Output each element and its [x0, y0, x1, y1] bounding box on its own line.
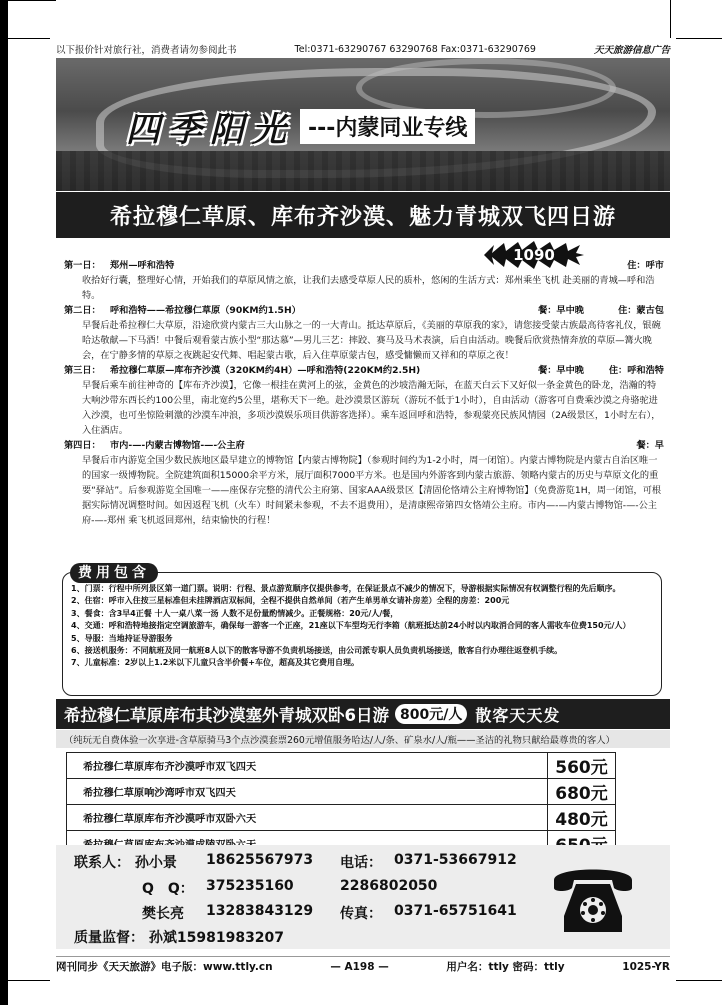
fax-value: 0371-65751641: [394, 903, 517, 919]
crop-mark: [676, 38, 722, 39]
quality-row: [74, 927, 284, 947]
footer-code: 1025-YR: [622, 960, 670, 973]
table-row: [67, 753, 616, 779]
crop-mark: [0, 38, 50, 39]
table-row: [67, 779, 616, 805]
tour-banner-2: [56, 699, 670, 729]
day-block: [64, 363, 664, 438]
contact-row: [74, 852, 177, 872]
fee-item: 2、住宿：呼市入住按三星标准但未挂牌酒店双标间，全程不提供自然单间（若产生单男单女请补房差）全程的房差：200元: [71, 596, 510, 606]
fee-item: 7、儿童标准：2岁以上1.2米以下儿童只含半价餐+车位，超高及其它费用自理。: [71, 658, 360, 668]
day-meals: 餐：早中晚: [538, 305, 584, 316]
day-description: 收拾好行囊，整理好心情，开始我们的草原风情之旅，让我们去感受草原人民的质朴，悠闲的生活方式：郑州乘坐飞机 赴美丽的青城—呼和浩特。: [82, 275, 655, 301]
fee-item: 4、交通：呼和浩特地接指定空调旅游车，确保每一游客一个正座，21座以下车型均无行李箱（航班抵达前24小时以内取消合同的客人需收车位费150元/人）: [71, 621, 631, 631]
hero-title: [126, 100, 606, 152]
fee-item: 5、导服：当地持证导游服务: [71, 633, 173, 643]
day-header: [64, 438, 664, 453]
qq-label: Q Q：: [142, 881, 194, 897]
qq-value-2: 2286802050: [340, 878, 438, 894]
tel-label: 电话：: [340, 855, 382, 871]
day-stay: 住：蒙古包: [618, 305, 664, 316]
quality-value: 孙斌15981983207: [148, 930, 285, 946]
fee-item: 6、接送机服务：不同航班及同一航班8人以下的散客导游不负责机场接送，由公司派专职人员负责机场接送，散客自行办理往返登机手续。: [71, 646, 563, 656]
day-title: 市内-—-内蒙古博物馆-—-公主府: [110, 440, 245, 451]
fees-box: [62, 572, 662, 696]
day-title: 郑州—呼和浩特: [110, 260, 175, 271]
notice-text: 以下报价针对旅行社，消费者请勿参阅此书: [56, 45, 237, 56]
crop-mark: [670, 0, 671, 38]
day-description: 早餐后市内游览全国少数民族地区最早建立的博物馆【内蒙古博物院】（参观时间约为1-2小时，周一闭馆）。内蒙古博物院是内蒙古自治区唯一的国家一级博物院。全院建筑面积15000余平方米，展厅面积7000平方米。也是国内外游客到内蒙古旅游、领略内蒙古的历史与草原文化的重要“驿站”。后参观游览全国唯一——座保存完整的清代公主府第、国家AAA级景区【清固伦恪靖公主府博物馆】（免费游览1H，周一闭馆，可根据实际情况调整时间。如因返程飞机（火车）时间紧未参观，不去不退费用），是清康熙帝第四女恪靖公主府。市内—-—内蒙古博物馆-—-公主府-—-郑州 乘飞机返回郑州，结束愉快的行程！: [82, 455, 662, 526]
contact-phone-2: 13283843129: [206, 903, 314, 919]
telephone-icon: [548, 858, 638, 941]
price-cell: 680元: [548, 779, 616, 805]
day-label: 第一日：: [64, 260, 101, 271]
fees-title: 费用包含: [70, 563, 158, 583]
contact-numbers: Tel:0371-63290767 63290768 Fax:0371-63290769: [294, 43, 536, 55]
fee-item: 1、门票：行程中所列景区第一道门票。说明：行程、景点游览顺序仅提供参考，在保证景点不减少的情况下，导游根据实际情况有权调整行程的先后顺序。: [71, 584, 621, 593]
day-header: [64, 303, 664, 318]
quality-label: 质量监督：: [74, 930, 144, 946]
day-block: [64, 438, 664, 528]
fee-item: 3、餐食：含3早4正餐 十人一桌八菜一汤 人数不足份量酌情减少。正餐规格：20元/人/餐，: [71, 608, 399, 618]
qq-value-1: 375235160: [206, 878, 294, 894]
route-cell: 希拉穆仁草原响沙湾呼市双飞四天: [67, 779, 548, 805]
route-cell: 希拉穆仁草原库布齐沙漠呼市双飞四天: [67, 753, 548, 779]
fax-label: 传真：: [340, 906, 382, 922]
note-line: （纯玩无自费体验一次享进-含草原骑马3个点沙漠套票260元增值服务哈达/人/条、矿泉水/人/瓶——圣洁的礼物只献给最尊贵的客人）: [56, 730, 670, 748]
day-stay: 住：呼和浩特: [608, 365, 664, 376]
day-header: [64, 258, 664, 273]
day-stay: 餐：早: [636, 440, 664, 451]
table-row: [67, 805, 616, 831]
day-block: [64, 258, 664, 303]
day-block: [64, 303, 664, 363]
hero-image: [56, 58, 670, 191]
header-line: [56, 42, 670, 56]
footer-site: 网刊同步《天天旅游》电子版：www.ttly.cn: [56, 961, 273, 973]
day-label: 第四日：: [64, 440, 101, 451]
itinerary: [64, 258, 664, 528]
price-value: 1090: [513, 246, 555, 264]
banner2-price: 800元/人: [395, 704, 467, 724]
brand-text: 天天旅游信息广告: [593, 45, 670, 56]
contact-name: 孙小景: [134, 855, 177, 871]
day-title: 呼和浩特——希拉穆仁草原（90KM约1.5H）: [110, 305, 301, 316]
day-title: 希拉穆仁草原—库布齐沙漠（320KM约4H）—呼和浩特(220KM约2.5H): [110, 365, 421, 376]
day-meals: 餐：早中晚: [538, 365, 584, 376]
route-cell: 希拉穆仁草原库布齐沙漠呼市双卧六天: [67, 805, 548, 831]
left-border: [0, 0, 8, 1005]
day-description: 早餐后乘车前往神奇的【库布齐沙漠】，它像一根挂在黄河上的弦，金黄色的沙坡浩瀚无际，在蓝天白云下又好似一条金黄色的卧龙，浩瀚的特大响沙带东西长约100公里，南北宽约5公里，堪称天下一绝。赴沙漠景区游玩（游玩不低于1小时），自由活动（游客可自费乘沙漠之舟骆驼进入沙漠，也可坐惊险刺激的沙漠车冲浪，多项沙漠娱乐项目供游客选择）。乘车返回呼和浩特，参观蒙亮民族风情园（2A级景区，1小时左右），入住酒店。: [82, 380, 661, 436]
crop-mark: [0, 980, 50, 981]
banner2-tag: 散客天天发: [475, 705, 561, 725]
day-description: 早餐后赴希拉穆仁大草原，沿途欣赏内蒙古三大山脉之一的一大青山。抵达草原后，《美丽的草原我的家》，请您接受蒙古族最高待客礼仪，银碗哈达敬献—下马酒！中餐后观看蒙古族小型“那达慕”—男儿三艺：摔跤、赛马及马术表演，后自由活动。晚餐后欣赏热情奔放的草原—篝火晚会，在宁静多情的草原之夜跳起安代舞、唱起蒙古歌，后入住草原蒙古包，感受慵懒而又祥和的草原之夜！: [82, 320, 661, 361]
hero-title-main: 四季阳光: [126, 109, 294, 150]
tel-value: 0371-53667912: [394, 852, 517, 868]
price-table: [66, 752, 616, 857]
crop-mark: [676, 980, 722, 981]
grassland-shape: [56, 151, 670, 191]
day-header: [64, 363, 664, 378]
price-cell: 480元: [548, 805, 616, 831]
hero-title-sub: ---内蒙同业专线: [300, 109, 475, 144]
page-number: — A198 —: [330, 960, 389, 973]
price-cell: 560元: [548, 753, 616, 779]
footer: [56, 956, 670, 976]
contact-name-2: 樊长亮: [142, 906, 184, 922]
footer-login: 用户名：ttly 密码：ttly: [446, 961, 565, 973]
day-stay: 住：呼市: [627, 260, 664, 271]
day-label: 第三日：: [64, 365, 101, 376]
banner2-title: 希拉穆仁草原库布其沙漠塞外青城双卧6日游: [64, 706, 389, 725]
crop-mark: [0, 0, 56, 1]
tour-banner: 希拉穆仁草原、库布齐沙漠、魅力青城双飞四日游: [56, 192, 670, 238]
contact-phone: 18625567973: [206, 852, 314, 868]
contact-label: 联系人：: [74, 855, 130, 871]
day-label: 第二日：: [64, 305, 101, 316]
